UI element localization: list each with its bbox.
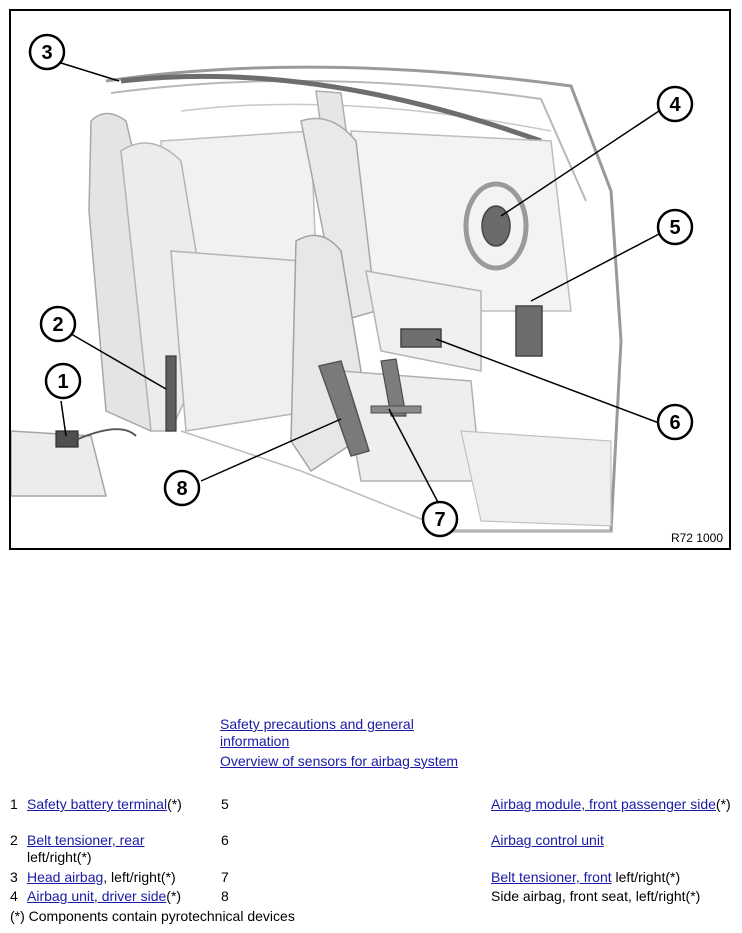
svg-text:3: 3 <box>41 42 53 64</box>
legend-suffix: , left/right(*) <box>103 869 176 885</box>
legend-number: 6 <box>221 832 229 848</box>
legend-number: 4 <box>10 888 18 904</box>
legend-number: 8 <box>221 888 229 904</box>
link-overview-sensors[interactable] <box>220 753 458 770</box>
svg-text:5: 5 <box>669 217 681 239</box>
legend-suffix: left/right(*) <box>611 869 681 885</box>
svg-text:8: 8 <box>176 478 188 500</box>
callout-2 <box>41 307 75 341</box>
legend-number: 1 <box>10 796 18 812</box>
callout-3 <box>30 35 64 69</box>
side-airbag-front-seat-text: Side airbag, front seat, left/right(*) <box>491 888 701 904</box>
legend-suffix: left/right(*) <box>27 849 92 865</box>
svg-text:2: 2 <box>52 314 64 336</box>
link-head-airbag[interactable]: Head airbag <box>27 869 104 885</box>
svg-text:1: 1 <box>57 371 69 393</box>
link-belt-tensioner-rear[interactable]: Belt tensioner, rear <box>27 832 145 848</box>
svg-text:4: 4 <box>669 94 681 116</box>
link-overview-sensors-text[interactable]: Overview of sensors for airbag system <box>220 753 459 769</box>
legend-number: 2 <box>10 832 18 848</box>
callout-6 <box>658 405 692 439</box>
callout-7 <box>423 502 457 536</box>
figure-reference-code: R72 1000 <box>667 530 727 546</box>
link-airbag-module-passenger[interactable]: Airbag module, front passenger side <box>491 796 716 812</box>
legend-number: 7 <box>221 869 229 885</box>
airbag-system-diagram <box>9 9 731 550</box>
link-belt-tensioner-front[interactable]: Belt tensioner, front <box>491 869 612 885</box>
legend-suffix: (*) <box>167 796 182 812</box>
callout-1 <box>46 364 80 398</box>
legend-suffix: (*) <box>715 796 731 812</box>
link-safety-precautions-text[interactable]: Safety precautions and general information <box>220 716 414 749</box>
link-airbag-control-unit[interactable]: Airbag control unit <box>491 832 604 848</box>
link-safety-battery-terminal[interactable]: Safety battery terminal <box>27 796 168 812</box>
svg-text:6: 6 <box>669 412 681 434</box>
legend-number: 3 <box>10 869 18 885</box>
svg-text:7: 7 <box>434 509 446 531</box>
legend-suffix: (*) <box>166 888 182 904</box>
callout-8 <box>165 471 199 505</box>
legend-number: 5 <box>221 796 229 812</box>
link-airbag-unit-driver[interactable]: Airbag unit, driver side <box>27 888 167 904</box>
callout-4 <box>658 87 692 121</box>
link-safety-precautions[interactable] <box>220 716 460 750</box>
car-interior-illustration <box>11 11 729 548</box>
pyrotechnic-footnote: (*) Components contain pyrotechnical devices <box>10 908 295 924</box>
callout-5 <box>658 210 692 244</box>
